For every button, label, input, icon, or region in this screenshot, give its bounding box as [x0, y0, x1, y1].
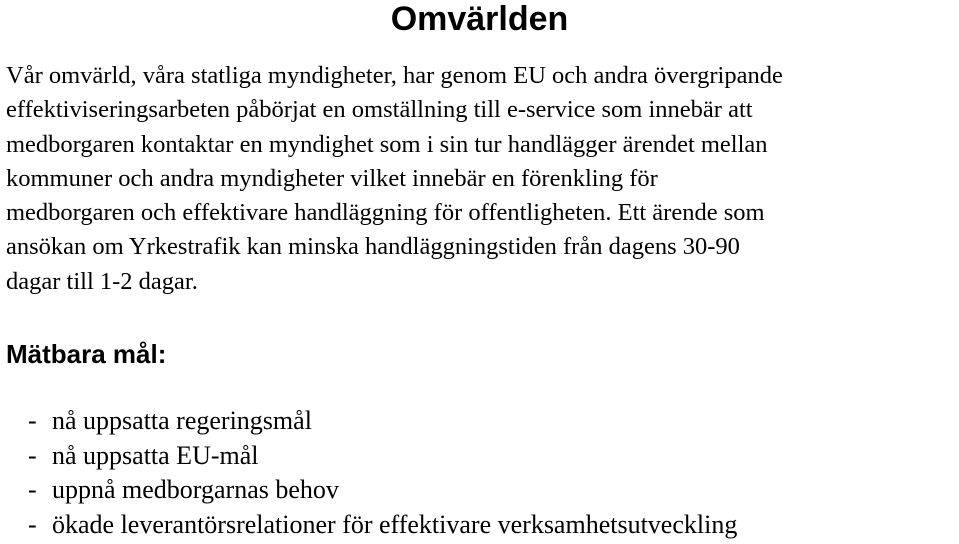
- paragraph-line: medborgaren och effektivare handläggning för offentligheten. Ett ärende som: [6, 199, 765, 227]
- list-item-text: nå uppsatta regeringsmål: [52, 406, 312, 435]
- list-item: [28, 439, 737, 474]
- paragraph-line: Vår omvärld, våra statliga myndigheter, har genom EU och andra övergripande: [6, 62, 783, 89]
- paragraph-line: ansökan om Yrkestrafik kan minska handläggningstiden från dagens 30-90: [6, 233, 740, 261]
- paragraph-line: medborgaren kontaktar en myndighet som i sin tur handlägger ärendet mellan: [6, 130, 768, 158]
- list-item: [28, 473, 737, 508]
- body-paragraph: [6, 59, 951, 299]
- page-title: Omvärlden: [390, 0, 569, 38]
- goals-list: [28, 404, 737, 542]
- section-heading: Mätbara mål:: [6, 339, 167, 369]
- list-item: [28, 508, 737, 543]
- list-item-text: ökade leverantörsrelationer för effektivare verksamhetsutveckling: [52, 509, 738, 539]
- list-marker: -: [28, 440, 37, 470]
- list-item-text: uppnå medborgarnas behov: [52, 475, 339, 504]
- paragraph-line: kommuner och andra myndigheter vilket innebär en förenkling för: [6, 164, 658, 192]
- list-item: [28, 404, 737, 439]
- paragraph-line: dagar till 1-2 dagar.: [6, 267, 198, 295]
- list-marker: -: [28, 509, 37, 539]
- list-marker: -: [28, 475, 37, 504]
- list-item-text: nå uppsatta EU-mål: [52, 440, 259, 470]
- paragraph-line: effektiviseringsarbeten påbörjat en omställning till e-service som innebär att: [6, 96, 753, 124]
- list-marker: -: [28, 406, 37, 435]
